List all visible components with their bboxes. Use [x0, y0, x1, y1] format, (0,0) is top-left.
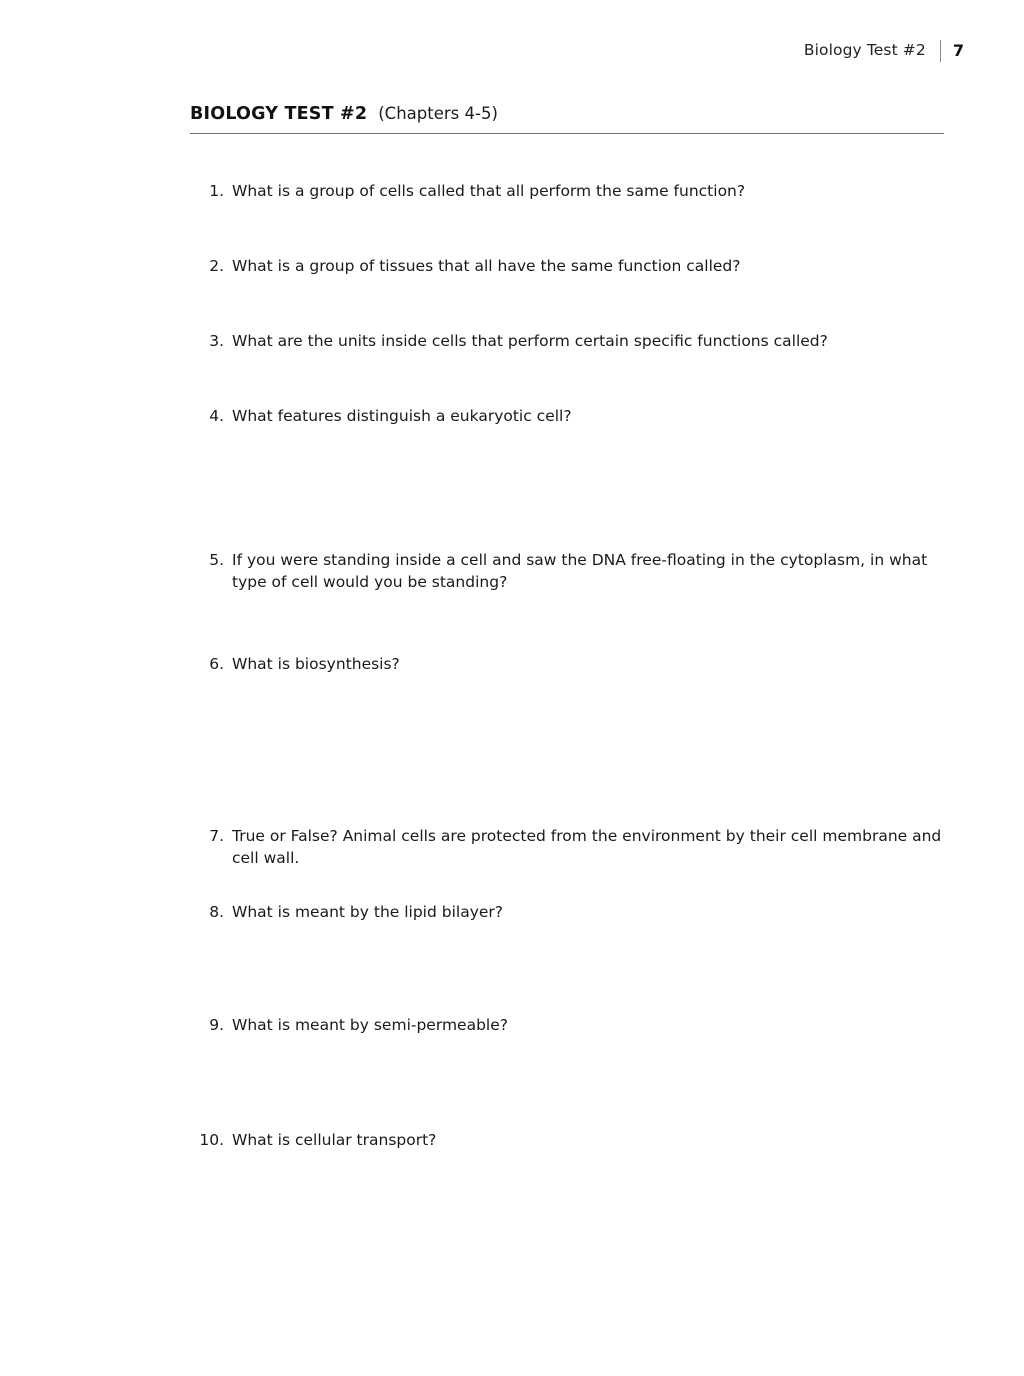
running-header-title: Biology Test #2	[803, 41, 926, 60]
running-header-divider	[940, 40, 941, 62]
question-item	[190, 180, 950, 202]
question-number: 7.	[209, 827, 224, 845]
question-number: 9.	[209, 1016, 224, 1034]
title-divider	[190, 133, 944, 134]
question-item	[190, 255, 950, 277]
question-text: What is a group of tissues that all have the same function called?	[232, 257, 741, 275]
question-text: What are the units inside cells that perform certain specific functions called?	[232, 332, 828, 350]
question-number: 10.	[199, 1131, 224, 1149]
question-item	[190, 825, 950, 869]
question-item	[190, 901, 950, 923]
question-number: 1.	[209, 182, 224, 200]
question-item	[190, 1129, 950, 1151]
test-title-block	[190, 104, 944, 134]
question-number: 4.	[209, 407, 224, 425]
question-text: What is meant by the lipid bilayer?	[232, 903, 504, 921]
question-number: 3.	[209, 332, 224, 350]
question-item	[190, 653, 950, 675]
question-text: What is biosynthesis?	[232, 655, 400, 673]
question-item	[190, 1014, 950, 1036]
question-number: 8.	[209, 903, 224, 921]
question-item	[190, 549, 950, 593]
question-text: If you were standing inside a cell and saw the DNA free-floating in the cytoplasm, in what type of cell would you be standing?	[232, 551, 928, 591]
question-text: True or False? Animal cells are protected from the environment by their cell membrane and cell wall.	[232, 827, 942, 867]
page-subtitle: (Chapters 4-5)	[378, 104, 498, 123]
question-item	[190, 405, 950, 427]
question-number: 6.	[209, 655, 224, 673]
questions-list	[190, 180, 950, 1151]
running-header	[804, 38, 964, 64]
question-text: What is meant by semi-permeable?	[232, 1016, 508, 1034]
test-title-line	[190, 104, 944, 124]
question-number: 5.	[209, 551, 224, 569]
page-number: 7	[952, 41, 964, 60]
question-number: 2.	[209, 257, 224, 275]
page-title: BIOLOGY TEST #2	[190, 104, 368, 124]
question-text: What features distinguish a eukaryotic cell?	[232, 407, 572, 425]
question-text: What is a group of cells called that all perform the same function?	[232, 182, 746, 200]
question-text: What is cellular transport?	[232, 1131, 437, 1149]
question-item	[190, 330, 950, 352]
